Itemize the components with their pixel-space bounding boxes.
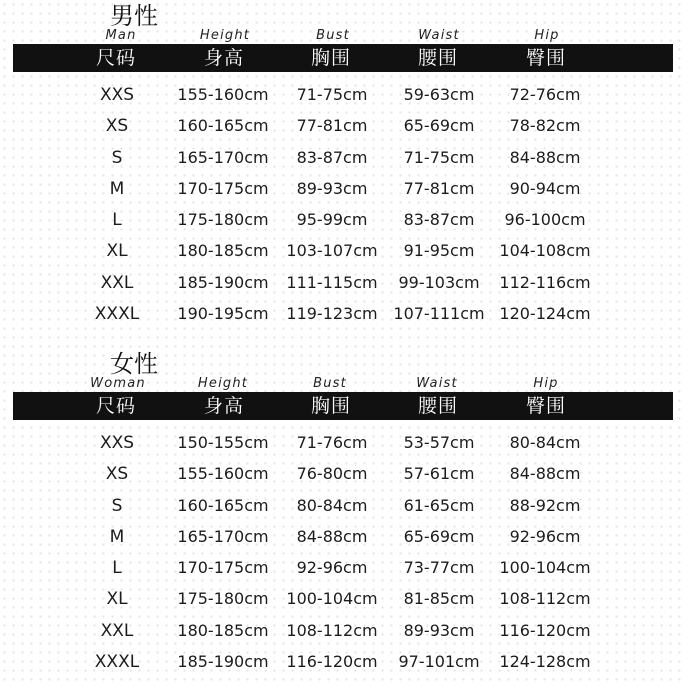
header-cn-size: 尺码 (95, 395, 137, 417)
table-row (0, 428, 687, 459)
size-cell: XXS (99, 85, 135, 105)
women-english-header-row (0, 376, 687, 392)
header-en-size: Woman (90, 376, 146, 391)
women-title: 女性 (110, 350, 158, 378)
header-cn-bust: 胸围 (310, 395, 352, 417)
bust-cell: 77-81cm (296, 116, 368, 136)
height-cell: 175-180cm (177, 589, 269, 609)
waist-cell: 57-61cm (403, 464, 475, 484)
women-header-bar (13, 392, 673, 420)
header-cn-waist: 腰围 (417, 395, 459, 417)
men-size-table (0, 80, 687, 330)
size-cell: XS (105, 464, 129, 485)
waist-cell: 53-57cm (403, 433, 475, 452)
height-cell: 150-155cm (177, 433, 269, 452)
height-cell: 165-170cm (177, 526, 269, 546)
size-cell: XXXL (94, 304, 140, 325)
header-en-size: Man (105, 28, 137, 43)
bust-cell: 76-80cm (296, 464, 368, 484)
height-cell: 190-195cm (177, 304, 269, 324)
header-cn-size: 尺码 (95, 47, 137, 69)
hip-cell: 124-128cm (499, 652, 591, 672)
table-row (0, 299, 687, 330)
bust-cell: 95-99cm (296, 210, 368, 230)
bust-cell: 116-120cm (286, 652, 378, 672)
bust-cell: 89-93cm (296, 178, 368, 198)
size-cell: XS (105, 116, 129, 137)
waist-cell: 81-85cm (403, 589, 475, 609)
hip-cell: 84-88cm (509, 147, 581, 167)
hip-cell: 90-94cm (509, 178, 581, 198)
size-cell: M (109, 178, 125, 199)
height-cell: 170-175cm (177, 178, 269, 198)
bust-cell: 84-88cm (296, 526, 368, 546)
bust-cell: 92-96cm (296, 558, 368, 578)
hip-cell: 96-100cm (504, 210, 586, 230)
header-cn-height: 身高 (203, 395, 245, 417)
bust-cell: 103-107cm (286, 241, 378, 261)
header-cn-waist: 腰围 (417, 47, 459, 69)
header-en-bust: Bust (316, 28, 350, 43)
table-row (0, 584, 687, 615)
table-row (0, 647, 687, 678)
table-row (0, 616, 687, 647)
height-cell: 160-165cm (177, 495, 269, 515)
waist-cell: 65-69cm (403, 116, 475, 136)
table-row (0, 80, 687, 111)
size-cell: M (109, 526, 125, 547)
header-en-height: Height (197, 376, 249, 391)
hip-cell: 78-82cm (509, 116, 581, 136)
bust-cell: 80-84cm (296, 495, 368, 515)
hip-cell: 72-76cm (509, 85, 581, 104)
header-en-bust: Bust (313, 376, 347, 391)
men-english-header-row (0, 28, 687, 44)
bust-cell: 71-75cm (296, 85, 368, 104)
men-title: 男性 (110, 2, 158, 30)
height-cell: 160-165cm (177, 116, 269, 136)
table-row (0, 111, 687, 142)
size-cell: XL (106, 589, 128, 610)
header-en-waist: Waist (416, 376, 458, 391)
hip-cell: 80-84cm (509, 433, 581, 452)
table-row (0, 522, 687, 553)
table-row (0, 491, 687, 522)
hip-cell: 84-88cm (509, 464, 581, 484)
table-row (0, 459, 687, 490)
waist-cell: 83-87cm (403, 210, 475, 230)
hip-cell: 112-116cm (499, 272, 591, 292)
height-cell: 175-180cm (177, 210, 269, 230)
hip-cell: 92-96cm (509, 526, 581, 546)
waist-cell: 77-81cm (403, 178, 475, 198)
header-en-hip: Hip (534, 28, 560, 43)
size-cell: XXXL (94, 652, 140, 673)
height-cell: 155-160cm (177, 464, 269, 484)
height-cell: 185-190cm (177, 652, 269, 672)
men-header-bar (13, 44, 673, 72)
size-cell: S (111, 147, 123, 168)
bust-cell: 83-87cm (296, 147, 368, 167)
header-cn-hip: 臀围 (525, 395, 567, 417)
hip-cell: 100-104cm (499, 558, 591, 578)
header-en-hip: Hip (533, 376, 559, 391)
height-cell: 180-185cm (177, 620, 269, 640)
bust-cell: 100-104cm (286, 589, 378, 609)
header-en-height: Height (199, 28, 251, 43)
waist-cell: 107-111cm (393, 304, 485, 324)
size-cell: L (112, 210, 122, 231)
waist-cell: 99-103cm (398, 272, 480, 292)
hip-cell: 108-112cm (499, 589, 591, 609)
waist-cell: 61-65cm (403, 495, 475, 515)
table-row (0, 143, 687, 174)
bust-cell: 111-115cm (286, 272, 378, 292)
waist-cell: 89-93cm (403, 620, 475, 640)
bust-cell: 119-123cm (286, 304, 378, 324)
waist-cell: 71-75cm (403, 147, 475, 167)
table-row (0, 205, 687, 236)
waist-cell: 73-77cm (403, 558, 475, 578)
table-row (0, 268, 687, 299)
bust-cell: 71-76cm (296, 433, 368, 452)
height-cell: 155-160cm (177, 85, 269, 104)
header-cn-bust: 胸围 (310, 47, 352, 69)
hip-cell: 120-124cm (499, 304, 591, 324)
table-row (0, 236, 687, 267)
table-row (0, 553, 687, 584)
waist-cell: 59-63cm (403, 85, 475, 104)
size-cell: XXS (99, 433, 135, 453)
hip-cell: 116-120cm (499, 620, 591, 640)
size-cell: S (111, 495, 123, 516)
height-cell: 165-170cm (177, 147, 269, 167)
height-cell: 185-190cm (177, 272, 269, 292)
hip-cell: 104-108cm (499, 241, 591, 261)
hip-cell: 88-92cm (509, 495, 581, 515)
women-size-table (0, 428, 687, 678)
height-cell: 170-175cm (177, 558, 269, 578)
header-en-waist: Waist (418, 28, 460, 43)
table-row (0, 174, 687, 205)
height-cell: 180-185cm (177, 241, 269, 261)
waist-cell: 91-95cm (403, 241, 475, 261)
header-cn-hip: 臀围 (525, 47, 567, 69)
header-cn-height: 身高 (203, 47, 245, 69)
size-cell: XXL (100, 272, 134, 293)
bust-cell: 108-112cm (286, 620, 378, 640)
size-cell: XXL (100, 620, 134, 641)
size-cell: L (112, 558, 122, 579)
waist-cell: 97-101cm (398, 652, 480, 672)
size-cell: XL (106, 241, 128, 262)
waist-cell: 65-69cm (403, 526, 475, 546)
